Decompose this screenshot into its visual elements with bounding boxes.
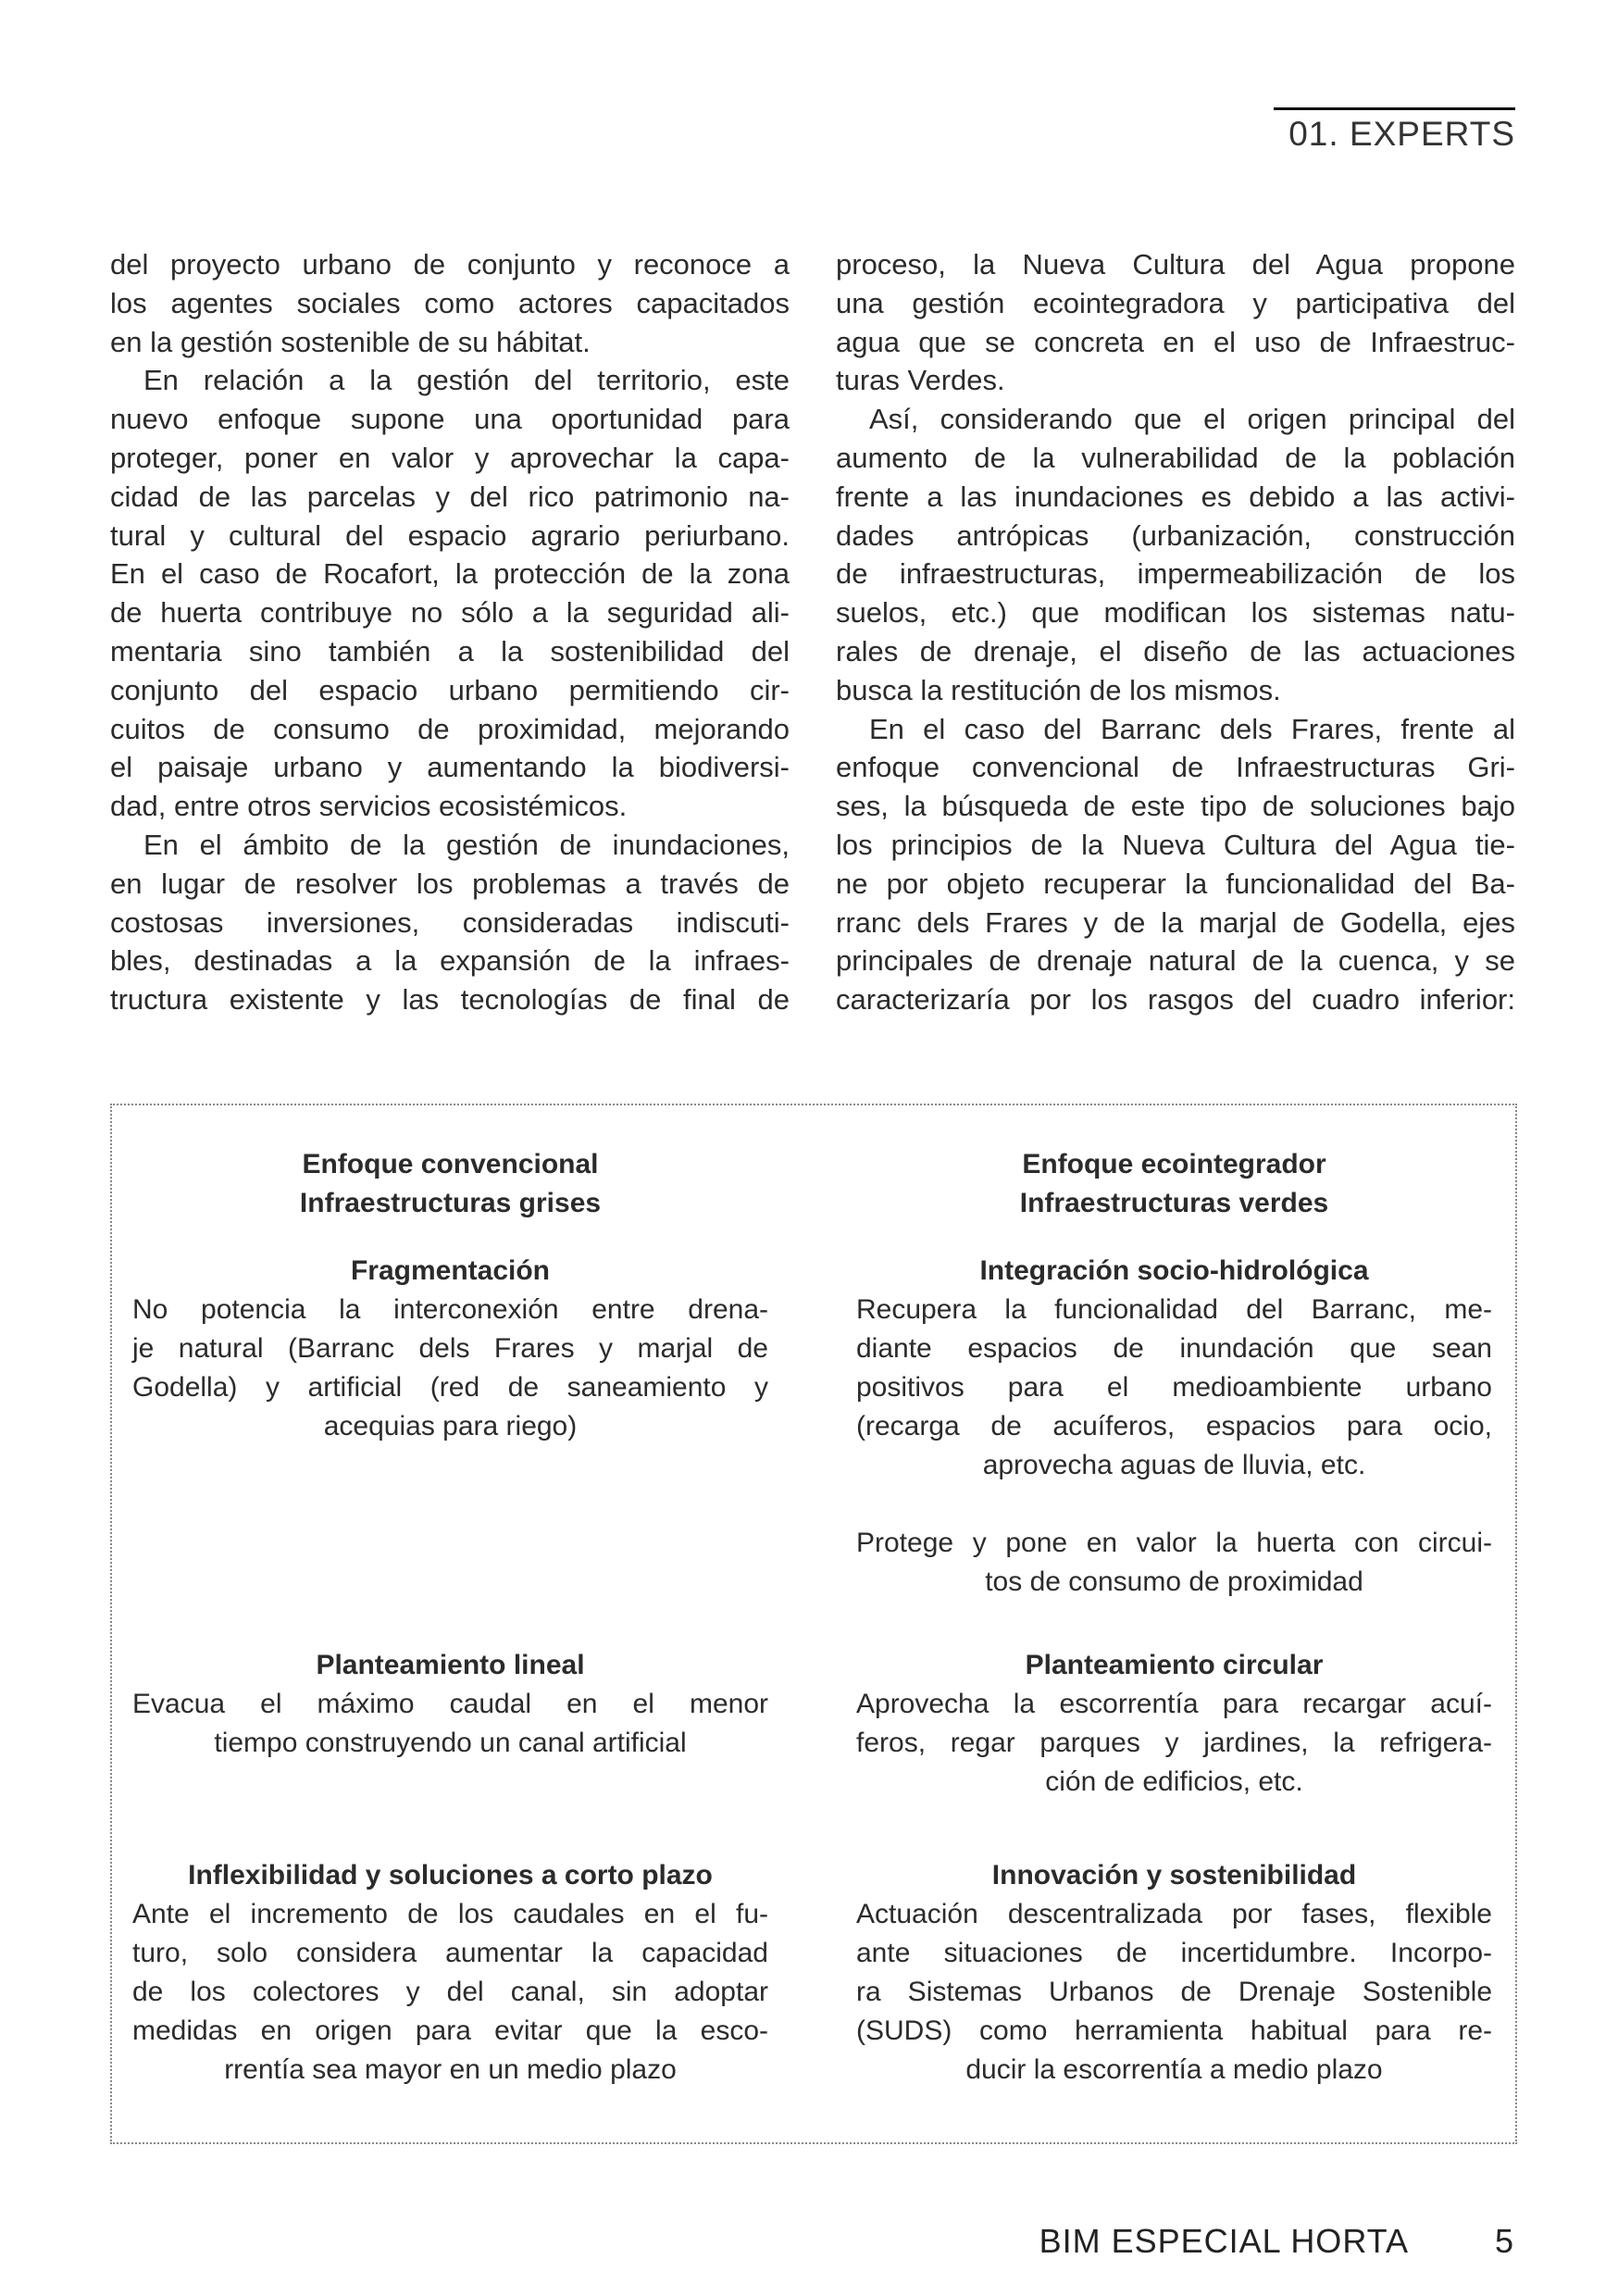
text-line: ne por objeto recuperar la funcionalidad del Ba-: [836, 867, 1515, 900]
text-line: ses, la búsqueda de este tipo de soluciones bajo: [836, 790, 1515, 823]
section-label: 01. EXPERTS: [1288, 115, 1515, 153]
section-heading: Integración socio-hidrológica: [979, 1255, 1369, 1286]
text-line: mentaria sino también a la sostenibilidad del: [110, 634, 790, 668]
table-section: [132, 1252, 768, 1446]
text-line: rrentía sea mayor en un medio plazo: [224, 2054, 677, 2085]
text-line: En el caso del Barranc dels Frares, frente al: [869, 712, 1515, 745]
text-line: En el caso de Rocafort, la protección de la zona: [110, 557, 790, 591]
table-section: [132, 1856, 768, 2090]
text-line: Godella) y artificial (red de saneamiento y: [132, 1372, 768, 1403]
text-line: del proyecto urbano de conjunto y reconoce a: [110, 248, 790, 281]
text-line: No potencia la interconexión entre drena-: [132, 1294, 768, 1325]
text-line: Evacua el máximo caudal en el menor: [132, 1689, 768, 1719]
section-heading: Planteamiento lineal: [316, 1650, 585, 1680]
column-title: [856, 1145, 1492, 1223]
text-line: ción de edificios, etc.: [1045, 1766, 1303, 1797]
text-line: tructura existente y las tecnologías de final de: [110, 983, 790, 1017]
column-title-line: Infraestructuras grises: [299, 1188, 602, 1218]
text-line: el paisaje urbano y aumentando la biodiversi-: [110, 751, 790, 784]
text-line: bles, destinadas a la expansión de la infraes-: [110, 944, 790, 978]
text-line: Ante el incremento de los caudales en el fu-: [132, 1899, 768, 1929]
text-line: costosas inversiones, consideradas indiscuti-: [110, 905, 790, 939]
text-line: acequias para riego): [323, 1411, 578, 1441]
text-line: en lugar de resolver los problemas a través de: [110, 867, 790, 900]
section-heading: Innovación y sostenibilidad: [991, 1860, 1357, 1890]
text-line: Recupera la funcionalidad del Barranc, me-: [856, 1294, 1492, 1325]
column-title-line: Enfoque convencional: [302, 1149, 599, 1179]
paragraph: [110, 245, 790, 361]
text-line: nuevo enfoque supone una oportunidad para: [110, 403, 790, 436]
section-heading: Planteamiento circular: [1025, 1650, 1324, 1680]
text-line: (recarga de acuíferos, espacios para ocio,: [856, 1411, 1492, 1441]
text-line: en la gestión sostenible de su hábitat.: [110, 325, 591, 358]
paragraph: [110, 361, 790, 826]
paragraph: [836, 710, 1515, 1019]
section-heading: Inflexibilidad y soluciones a corto plazo: [188, 1860, 713, 1890]
text-line: tiempo construyendo un canal artificial: [214, 1728, 687, 1758]
text-line: una gestión ecointegradora y participativa del: [836, 286, 1515, 319]
text-line: medidas en origen para evitar que la esco-: [132, 2015, 768, 2046]
column-title: [132, 1145, 768, 1223]
header-rule: [1274, 107, 1515, 110]
footer-title: BIM ESPECIAL HORTA: [1039, 2222, 1409, 2260]
text-line: proteger, poner en valor y aprovechar la capa-: [110, 441, 790, 474]
text-line: En el ámbito de la gestión de inundaciones,: [143, 828, 790, 861]
text-line: feros, regar parques y jardines, la refrigera-: [856, 1728, 1492, 1758]
table-section: [856, 1646, 1492, 1802]
text-line: frente a las inundaciones es debido a las activi-: [836, 480, 1515, 513]
text-line: busca la restitución de los mismos.: [836, 673, 1281, 706]
text-line: rales de drenaje, el diseño de las actuaciones: [836, 634, 1515, 668]
text-line: de infraestructuras, impermeabilización de los: [836, 557, 1515, 591]
text-line: agua que se concreta en el uso de Infraestruc-: [836, 325, 1515, 358]
text-line: principales de drenaje natural de la cuenca, y se: [836, 944, 1515, 978]
text-line: je natural (Barranc dels Frares y marjal de: [132, 1333, 768, 1364]
text-line: turas Verdes.: [836, 364, 1005, 397]
column-title-line: Enfoque ecointegrador: [1022, 1149, 1326, 1179]
column-title-line: Infraestructuras verdes: [1019, 1188, 1329, 1218]
page-number: 5: [1494, 2222, 1514, 2260]
text-line: ducir la escorrentía a medio plazo: [965, 2054, 1383, 2085]
text-line: cuitos de consumo de proximidad, mejorando: [110, 712, 790, 745]
table-section: [856, 1856, 1492, 2090]
text-line: tural y cultural del espacio agrario periurbano.: [110, 518, 790, 552]
body-column-left: [110, 245, 790, 1019]
text-line: ra Sistemas Urbanos de Drenaje Sostenible: [856, 1977, 1492, 2007]
text-line: rranc dels Frares y de la marjal de Godella, ejes: [836, 905, 1515, 939]
text-line: tos de consumo de proximidad: [985, 1566, 1363, 1597]
text-line: enfoque convencional de Infraestructuras Gri-: [836, 751, 1515, 784]
text-line: los agentes sociales como actores capacitados: [110, 286, 790, 319]
text-line: los principios de la Nueva Cultura del Agua tie-: [836, 828, 1515, 861]
text-line: turo, solo considera aumentar la capacidad: [132, 1938, 768, 1968]
text-line: conjunto del espacio urbano permitiendo cir-: [110, 673, 790, 706]
text-line: dades antrópicas (urbanización, construcción: [836, 518, 1515, 552]
text-line: dad, entre otros servicios ecosistémicos.: [110, 790, 628, 823]
text-line: suelos, etc.) que modifican los sistemas natu-: [836, 596, 1515, 630]
section-heading: Fragmentación: [350, 1255, 551, 1286]
paragraph: [836, 245, 1515, 400]
text-line: cidad de las parcelas y del rico patrimonio na-: [110, 480, 790, 513]
text-line: positivos para el medioambiente urbano: [856, 1372, 1492, 1403]
text-line: Aprovecha la escorrentía para recargar acuí-: [856, 1689, 1492, 1719]
text-line: de huerta contribuye no sólo a la seguridad ali-: [110, 596, 790, 630]
text-line: diante espacios de inundación que sean: [856, 1333, 1492, 1364]
text-line: Protege y pone en valor la huerta con circui-: [856, 1528, 1492, 1558]
body-column-right: [836, 245, 1515, 1019]
text-line: aumento de la vulnerabilidad de la población: [836, 441, 1515, 474]
text-line: caracterizaría por los rasgos del cuadro inferior:: [836, 983, 1515, 1017]
paragraph: [110, 826, 790, 1019]
text-line: aprovecha aguas de lluvia, etc.: [982, 1450, 1366, 1480]
text-line: Actuación descentralizada por fases, flexible: [856, 1899, 1492, 1929]
paragraph: [836, 400, 1515, 709]
text-line: ante situaciones de incertidumbre. Incorpo-: [856, 1938, 1492, 1968]
table-section: [856, 1252, 1492, 1602]
text-line: de los colectores y del canal, sin adoptar: [132, 1977, 768, 2007]
text-line: En relación a la gestión del territorio, este: [143, 364, 790, 397]
text-line: proceso, la Nueva Cultura del Agua propone: [836, 248, 1515, 281]
spacer: [856, 1485, 1492, 1524]
table-section: [132, 1646, 768, 1763]
text-line: Así, considerando que el origen principal del: [869, 403, 1515, 436]
text-line: (SUDS) como herramienta habitual para re-: [856, 2015, 1492, 2046]
